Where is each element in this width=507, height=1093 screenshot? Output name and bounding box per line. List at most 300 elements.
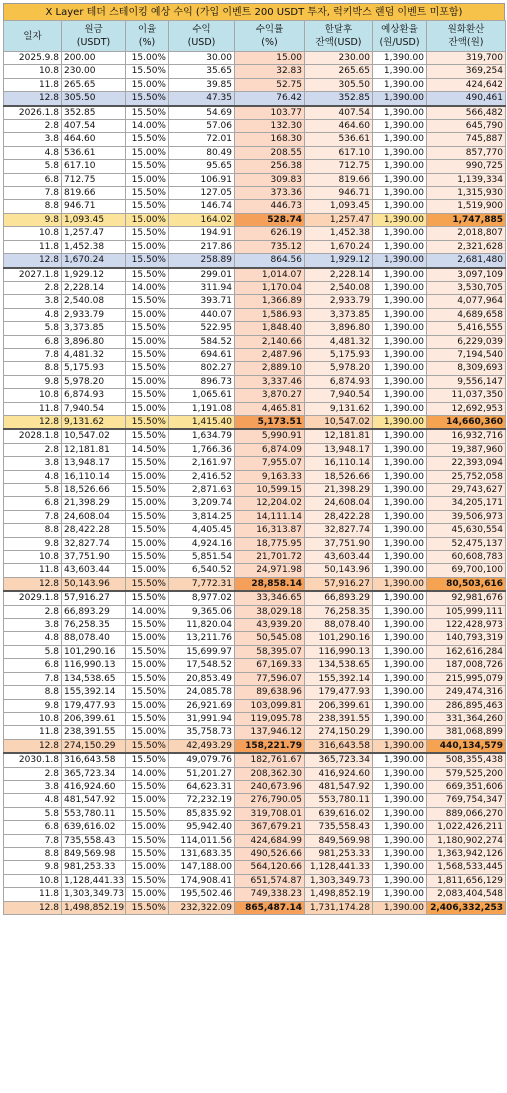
cell-fx-rate: 1,390.00 bbox=[373, 659, 427, 672]
cell-return: 1,014.07 bbox=[235, 268, 305, 282]
cell-fx-rate: 1,390.00 bbox=[373, 551, 427, 564]
cell-interest: 2,871.63 bbox=[169, 484, 235, 497]
cell-principal: 116,990.13 bbox=[62, 659, 126, 672]
cell-date: 12.8 bbox=[4, 577, 62, 591]
cell-fx-rate: 1,390.00 bbox=[373, 268, 427, 282]
cell-principal: 37,751.90 bbox=[62, 551, 126, 564]
table-row bbox=[4, 187, 506, 200]
cell-fx-rate: 1,390.00 bbox=[373, 699, 427, 712]
cell-krw-balance: 69,700,100 bbox=[427, 564, 506, 577]
cell-date: 11.8 bbox=[4, 888, 62, 901]
cell-rate: 15.00% bbox=[126, 308, 169, 321]
cell-principal: 849,569.98 bbox=[62, 847, 126, 860]
cell-krw-balance: 1,568,533,445 bbox=[427, 861, 506, 874]
cell-interest: 5,851.54 bbox=[169, 551, 235, 564]
cell-return: 168.30 bbox=[235, 133, 305, 146]
cell-balance: 849,569.98 bbox=[305, 834, 373, 847]
table-row bbox=[4, 672, 506, 685]
table-row bbox=[4, 146, 506, 159]
cell-fx-rate: 1,390.00 bbox=[373, 497, 427, 510]
table-row bbox=[4, 712, 506, 725]
cell-rate: 15.50% bbox=[126, 901, 169, 914]
table-row bbox=[4, 699, 506, 712]
cell-balance: 1,731,174.28 bbox=[305, 901, 373, 914]
cell-fx-rate: 1,390.00 bbox=[373, 739, 427, 753]
cell-fx-rate: 1,390.00 bbox=[373, 389, 427, 402]
cell-fx-rate: 1,390.00 bbox=[373, 484, 427, 497]
table-row bbox=[4, 52, 506, 65]
cell-principal: 352.85 bbox=[62, 106, 126, 120]
cell-principal: 981,253.33 bbox=[62, 861, 126, 874]
cell-rate: 15.00% bbox=[126, 375, 169, 388]
table-row bbox=[4, 794, 506, 807]
cell-interest: 85,835.92 bbox=[169, 807, 235, 820]
cell-rate: 15.50% bbox=[126, 672, 169, 685]
cell-date: 2025.9.8 bbox=[4, 52, 62, 65]
cell-principal: 1,670.24 bbox=[62, 254, 126, 268]
cell-return: 1,848.40 bbox=[235, 322, 305, 335]
cell-fx-rate: 1,390.00 bbox=[373, 901, 427, 914]
cell-principal: 536.61 bbox=[62, 146, 126, 159]
cell-balance: 553,780.11 bbox=[305, 794, 373, 807]
cell-principal: 639,616.02 bbox=[62, 821, 126, 834]
cell-return: 651,574.87 bbox=[235, 874, 305, 887]
cell-interest: 147,188.00 bbox=[169, 861, 235, 874]
cell-interest: 95.65 bbox=[169, 160, 235, 173]
cell-balance: 1,929.12 bbox=[305, 254, 373, 268]
cell-date: 4.8 bbox=[4, 146, 62, 159]
cell-date: 6.8 bbox=[4, 497, 62, 510]
cell-return: 208.55 bbox=[235, 146, 305, 159]
cell-fx-rate: 1,390.00 bbox=[373, 78, 427, 91]
cell-krw-balance: 16,932,716 bbox=[427, 429, 506, 443]
cell-date: 12.8 bbox=[4, 901, 62, 914]
cell-interest: 1,634.79 bbox=[169, 429, 235, 443]
table-row bbox=[4, 281, 506, 294]
cell-date: 8.8 bbox=[4, 524, 62, 537]
cell-interest: 17,548.52 bbox=[169, 659, 235, 672]
cell-date: 10.8 bbox=[4, 874, 62, 887]
cell-principal: 1,128,441.33 bbox=[62, 874, 126, 887]
cell-krw-balance: 286,895,463 bbox=[427, 699, 506, 712]
cell-return: 119,095.78 bbox=[235, 712, 305, 725]
cell-interest: 9,365.06 bbox=[169, 605, 235, 618]
cell-date: 2.8 bbox=[4, 120, 62, 133]
table-row bbox=[4, 807, 506, 820]
cell-date: 6.8 bbox=[4, 821, 62, 834]
cell-krw-balance: 1,180,902,274 bbox=[427, 834, 506, 847]
cell-rate: 15.00% bbox=[126, 821, 169, 834]
cell-interest: 57.06 bbox=[169, 120, 235, 133]
cell-balance: 238,391.55 bbox=[305, 712, 373, 725]
table-row bbox=[4, 362, 506, 375]
cell-return: 77,596.07 bbox=[235, 672, 305, 685]
cell-balance: 24,608.04 bbox=[305, 497, 373, 510]
cell-return: 32.83 bbox=[235, 65, 305, 78]
sheet-title: X Layer 테더 스테이킹 예상 수익 (가입 이벤트 200 USDT 투자, 럭키박스 랜덤 이벤트 미포함) bbox=[3, 3, 505, 20]
cell-principal: 6,874.93 bbox=[62, 389, 126, 402]
cell-return: 15.00 bbox=[235, 52, 305, 65]
cell-return: 3,870.27 bbox=[235, 389, 305, 402]
cell-return: 1,170.04 bbox=[235, 281, 305, 294]
table-row bbox=[4, 65, 506, 78]
cell-rate: 15.50% bbox=[126, 295, 169, 308]
table-row bbox=[4, 524, 506, 537]
cell-principal: 316,643.58 bbox=[62, 753, 126, 767]
header-fx-rate: 예상환율 (원/USD) bbox=[373, 21, 427, 52]
cell-rate: 15.00% bbox=[126, 335, 169, 348]
cell-krw-balance: 745,887 bbox=[427, 133, 506, 146]
cell-krw-balance: 8,309,693 bbox=[427, 362, 506, 375]
cell-return: 38,029.18 bbox=[235, 605, 305, 618]
cell-fx-rate: 1,390.00 bbox=[373, 834, 427, 847]
cell-balance: 639,616.02 bbox=[305, 807, 373, 820]
cell-balance: 13,948.17 bbox=[305, 443, 373, 456]
cell-date: 2027.1.8 bbox=[4, 268, 62, 282]
cell-interest: 2,161.97 bbox=[169, 457, 235, 470]
cell-rate: 15.00% bbox=[126, 632, 169, 645]
cell-balance: 735,558.43 bbox=[305, 821, 373, 834]
cell-principal: 407.54 bbox=[62, 120, 126, 133]
cell-rate: 15.50% bbox=[126, 739, 169, 753]
cell-krw-balance: 669,351,606 bbox=[427, 780, 506, 793]
cell-principal: 76,258.35 bbox=[62, 619, 126, 632]
cell-return: 89,638.96 bbox=[235, 686, 305, 699]
cell-balance: 1,452.38 bbox=[305, 227, 373, 240]
cell-return: 1,586.93 bbox=[235, 308, 305, 321]
cell-interest: 311.94 bbox=[169, 281, 235, 294]
cell-fx-rate: 1,390.00 bbox=[373, 619, 427, 632]
table-row bbox=[4, 753, 506, 767]
cell-balance: 7,940.54 bbox=[305, 389, 373, 402]
cell-balance: 1,303,349.73 bbox=[305, 874, 373, 887]
table-row bbox=[4, 240, 506, 253]
cell-interest: 1,065.61 bbox=[169, 389, 235, 402]
cell-principal: 3,373.85 bbox=[62, 322, 126, 335]
table-row bbox=[4, 78, 506, 91]
cell-date: 6.8 bbox=[4, 335, 62, 348]
cell-date: 12.8 bbox=[4, 739, 62, 753]
cell-principal: 464.60 bbox=[62, 133, 126, 146]
cell-balance: 88,078.40 bbox=[305, 619, 373, 632]
cell-date: 3.8 bbox=[4, 457, 62, 470]
cell-balance: 21,398.29 bbox=[305, 484, 373, 497]
cell-rate: 15.00% bbox=[126, 497, 169, 510]
cell-interest: 11,820.04 bbox=[169, 619, 235, 632]
cell-fx-rate: 1,390.00 bbox=[373, 322, 427, 335]
cell-fx-rate: 1,390.00 bbox=[373, 52, 427, 65]
cell-return: 24,971.98 bbox=[235, 564, 305, 577]
cell-interest: 72,232.19 bbox=[169, 794, 235, 807]
cell-date: 5.8 bbox=[4, 322, 62, 335]
cell-fx-rate: 1,390.00 bbox=[373, 160, 427, 173]
header-row bbox=[4, 21, 506, 52]
cell-return: 6,874.09 bbox=[235, 443, 305, 456]
cell-principal: 43,603.44 bbox=[62, 564, 126, 577]
cell-balance: 5,175.93 bbox=[305, 348, 373, 361]
cell-rate: 15.50% bbox=[126, 712, 169, 725]
table-row bbox=[4, 726, 506, 739]
cell-balance: 946.71 bbox=[305, 187, 373, 200]
cell-return: 18,775.95 bbox=[235, 537, 305, 550]
cell-balance: 50,143.96 bbox=[305, 564, 373, 577]
cell-interest: 1,191.08 bbox=[169, 402, 235, 415]
cell-krw-balance: 52,475,137 bbox=[427, 537, 506, 550]
cell-rate: 15.50% bbox=[126, 510, 169, 523]
cell-krw-balance: 45,630,554 bbox=[427, 524, 506, 537]
cell-return: 446.73 bbox=[235, 200, 305, 213]
cell-fx-rate: 1,390.00 bbox=[373, 240, 427, 253]
cell-fx-rate: 1,390.00 bbox=[373, 577, 427, 591]
cell-rate: 15.50% bbox=[126, 457, 169, 470]
cell-fx-rate: 1,390.00 bbox=[373, 415, 427, 429]
cell-interest: 35.65 bbox=[169, 65, 235, 78]
cell-balance: 1,257.47 bbox=[305, 213, 373, 226]
cell-date: 11.8 bbox=[4, 240, 62, 253]
cell-principal: 24,608.04 bbox=[62, 510, 126, 523]
cell-interest: 802.27 bbox=[169, 362, 235, 375]
cell-rate: 15.50% bbox=[126, 133, 169, 146]
cell-krw-balance: 3,097,109 bbox=[427, 268, 506, 282]
cell-return: 67,169.33 bbox=[235, 659, 305, 672]
cell-fx-rate: 1,390.00 bbox=[373, 200, 427, 213]
cell-principal: 66,893.29 bbox=[62, 605, 126, 618]
cell-krw-balance: 60,608,783 bbox=[427, 551, 506, 564]
table-row bbox=[4, 497, 506, 510]
cell-date: 5.8 bbox=[4, 160, 62, 173]
cell-krw-balance: 2,083,404,548 bbox=[427, 888, 506, 901]
cell-rate: 15.50% bbox=[126, 429, 169, 443]
cell-rate: 15.50% bbox=[126, 348, 169, 361]
cell-rate: 15.50% bbox=[126, 524, 169, 537]
cell-krw-balance: 9,556,147 bbox=[427, 375, 506, 388]
cell-fx-rate: 1,390.00 bbox=[373, 120, 427, 133]
cell-return: 14,111.14 bbox=[235, 510, 305, 523]
cell-return: 76.42 bbox=[235, 92, 305, 106]
cell-rate: 15.00% bbox=[126, 861, 169, 874]
cell-balance: 101,290.16 bbox=[305, 632, 373, 645]
cell-rate: 15.50% bbox=[126, 780, 169, 793]
cell-principal: 553,780.11 bbox=[62, 807, 126, 820]
cell-rate: 15.50% bbox=[126, 874, 169, 887]
cell-interest: 217.86 bbox=[169, 240, 235, 253]
cell-return: 132.30 bbox=[235, 120, 305, 133]
cell-date: 4.8 bbox=[4, 794, 62, 807]
table-row bbox=[4, 457, 506, 470]
cell-krw-balance: 22,393,094 bbox=[427, 457, 506, 470]
cell-rate: 15.50% bbox=[126, 753, 169, 767]
cell-interest: 896.73 bbox=[169, 375, 235, 388]
cell-date: 11.8 bbox=[4, 564, 62, 577]
cell-return: 12,204.02 bbox=[235, 497, 305, 510]
cell-interest: 4,924.16 bbox=[169, 537, 235, 550]
cell-fx-rate: 1,390.00 bbox=[373, 213, 427, 226]
cell-krw-balance: 424,642 bbox=[427, 78, 506, 91]
table-row bbox=[4, 254, 506, 268]
staking-sheet bbox=[3, 3, 505, 915]
cell-principal: 9,131.62 bbox=[62, 415, 126, 429]
cell-date: 9.8 bbox=[4, 537, 62, 550]
cell-krw-balance: 3,530,705 bbox=[427, 281, 506, 294]
cell-date: 3.8 bbox=[4, 295, 62, 308]
cell-interest: 95,942.40 bbox=[169, 821, 235, 834]
cell-principal: 18,526.66 bbox=[62, 484, 126, 497]
cell-krw-balance: 215,995,079 bbox=[427, 672, 506, 685]
cell-principal: 101,290.16 bbox=[62, 645, 126, 658]
table-row bbox=[4, 739, 506, 753]
table-row bbox=[4, 268, 506, 282]
cell-krw-balance: 4,689,658 bbox=[427, 308, 506, 321]
cell-return: 865,487.14 bbox=[235, 901, 305, 914]
cell-principal: 28,422.28 bbox=[62, 524, 126, 537]
cell-principal: 5,978.20 bbox=[62, 375, 126, 388]
cell-date: 10.8 bbox=[4, 712, 62, 725]
cell-balance: 1,128,441.33 bbox=[305, 861, 373, 874]
cell-interest: 1,766.36 bbox=[169, 443, 235, 456]
cell-balance: 536.61 bbox=[305, 133, 373, 146]
cell-fx-rate: 1,390.00 bbox=[373, 874, 427, 887]
cell-rate: 15.50% bbox=[126, 834, 169, 847]
cell-fx-rate: 1,390.00 bbox=[373, 375, 427, 388]
cell-principal: 230.00 bbox=[62, 65, 126, 78]
cell-date: 4.8 bbox=[4, 470, 62, 483]
cell-fx-rate: 1,390.00 bbox=[373, 564, 427, 577]
cell-krw-balance: 857,770 bbox=[427, 146, 506, 159]
table-row bbox=[4, 443, 506, 456]
cell-return: 2,487.96 bbox=[235, 348, 305, 361]
cell-date: 2.8 bbox=[4, 281, 62, 294]
cell-balance: 3,373.85 bbox=[305, 308, 373, 321]
cell-fx-rate: 1,390.00 bbox=[373, 457, 427, 470]
cell-fx-rate: 1,390.00 bbox=[373, 173, 427, 186]
cell-krw-balance: 1,519,900 bbox=[427, 200, 506, 213]
cell-krw-balance: 29,743,627 bbox=[427, 484, 506, 497]
table-row bbox=[4, 335, 506, 348]
cell-interest: 35,758.73 bbox=[169, 726, 235, 739]
cell-return: 309.83 bbox=[235, 173, 305, 186]
cell-rate: 15.00% bbox=[126, 52, 169, 65]
cell-balance: 365,723.34 bbox=[305, 753, 373, 767]
cell-date: 8.8 bbox=[4, 362, 62, 375]
cell-date: 7.8 bbox=[4, 834, 62, 847]
cell-fx-rate: 1,390.00 bbox=[373, 443, 427, 456]
cell-interest: 131,683.35 bbox=[169, 847, 235, 860]
cell-principal: 21,398.29 bbox=[62, 497, 126, 510]
cell-date: 7.8 bbox=[4, 510, 62, 523]
table-row bbox=[4, 213, 506, 226]
cell-date: 2.8 bbox=[4, 605, 62, 618]
table-row bbox=[4, 402, 506, 415]
cell-balance: 1,093.45 bbox=[305, 200, 373, 213]
cell-fx-rate: 1,390.00 bbox=[373, 712, 427, 725]
table-row bbox=[4, 861, 506, 874]
cell-fx-rate: 1,390.00 bbox=[373, 780, 427, 793]
header-principal: 원금 (USDT) bbox=[62, 21, 126, 52]
cell-rate: 15.50% bbox=[126, 106, 169, 120]
cell-fx-rate: 1,390.00 bbox=[373, 295, 427, 308]
cell-principal: 1,257.47 bbox=[62, 227, 126, 240]
cell-krw-balance: 440,134,579 bbox=[427, 739, 506, 753]
cell-krw-balance: 369,254 bbox=[427, 65, 506, 78]
cell-balance: 37,751.90 bbox=[305, 537, 373, 550]
cell-return: 182,761.67 bbox=[235, 753, 305, 767]
cell-date: 2030.1.8 bbox=[4, 753, 62, 767]
cell-krw-balance: 122,428,973 bbox=[427, 619, 506, 632]
cell-interest: 146.74 bbox=[169, 200, 235, 213]
cell-fx-rate: 1,390.00 bbox=[373, 807, 427, 820]
cell-krw-balance: 769,754,347 bbox=[427, 794, 506, 807]
cell-date: 10.8 bbox=[4, 389, 62, 402]
cell-rate: 14.00% bbox=[126, 605, 169, 618]
cell-interest: 54.69 bbox=[169, 106, 235, 120]
cell-fx-rate: 1,390.00 bbox=[373, 254, 427, 268]
cell-rate: 15.50% bbox=[126, 254, 169, 268]
table-row bbox=[4, 227, 506, 240]
cell-balance: 819.66 bbox=[305, 173, 373, 186]
cell-rate: 15.00% bbox=[126, 659, 169, 672]
cell-principal: 57,916.27 bbox=[62, 591, 126, 605]
cell-balance: 134,538.65 bbox=[305, 659, 373, 672]
cell-interest: 64,623.31 bbox=[169, 780, 235, 793]
table-row bbox=[4, 348, 506, 361]
cell-principal: 88,078.40 bbox=[62, 632, 126, 645]
cell-balance: 179,477.93 bbox=[305, 686, 373, 699]
cell-rate: 15.00% bbox=[126, 402, 169, 415]
table-row bbox=[4, 429, 506, 443]
table-row bbox=[4, 577, 506, 591]
cell-return: 43,939.20 bbox=[235, 619, 305, 632]
cell-rate: 14.00% bbox=[126, 281, 169, 294]
cell-rate: 15.00% bbox=[126, 537, 169, 550]
cell-interest: 1,415.40 bbox=[169, 415, 235, 429]
cell-return: 137,946.12 bbox=[235, 726, 305, 739]
cell-krw-balance: 5,416,555 bbox=[427, 322, 506, 335]
cell-principal: 365,723.34 bbox=[62, 767, 126, 780]
cell-rate: 15.50% bbox=[126, 389, 169, 402]
cell-balance: 6,874.93 bbox=[305, 375, 373, 388]
table-row bbox=[4, 591, 506, 605]
cell-rate: 15.00% bbox=[126, 470, 169, 483]
cell-fx-rate: 1,390.00 bbox=[373, 605, 427, 618]
cell-interest: 39.85 bbox=[169, 78, 235, 91]
cell-rate: 15.50% bbox=[126, 200, 169, 213]
table-body bbox=[4, 52, 506, 915]
cell-balance: 1,498,852.19 bbox=[305, 888, 373, 901]
cell-interest: 299.01 bbox=[169, 268, 235, 282]
cell-interest: 26,921.69 bbox=[169, 699, 235, 712]
cell-return: 564,120.66 bbox=[235, 861, 305, 874]
cell-rate: 14.00% bbox=[126, 120, 169, 133]
cell-rate: 15.50% bbox=[126, 484, 169, 497]
cell-balance: 116,990.13 bbox=[305, 645, 373, 658]
cell-date: 5.8 bbox=[4, 807, 62, 820]
cell-principal: 2,540.08 bbox=[62, 295, 126, 308]
cell-fx-rate: 1,390.00 bbox=[373, 402, 427, 415]
cell-return: 5,990.91 bbox=[235, 429, 305, 443]
cell-interest: 51,201.27 bbox=[169, 767, 235, 780]
cell-return: 276,790.05 bbox=[235, 794, 305, 807]
cell-fx-rate: 1,390.00 bbox=[373, 362, 427, 375]
cell-krw-balance: 25,752,058 bbox=[427, 470, 506, 483]
cell-return: 28,858.14 bbox=[235, 577, 305, 591]
cell-return: 2,889.10 bbox=[235, 362, 305, 375]
cell-rate: 15.50% bbox=[126, 551, 169, 564]
cell-krw-balance: 39,506,973 bbox=[427, 510, 506, 523]
cell-krw-balance: 990,725 bbox=[427, 160, 506, 173]
cell-date: 4.8 bbox=[4, 308, 62, 321]
cell-krw-balance: 6,229,039 bbox=[427, 335, 506, 348]
cell-balance: 10,547.02 bbox=[305, 415, 373, 429]
